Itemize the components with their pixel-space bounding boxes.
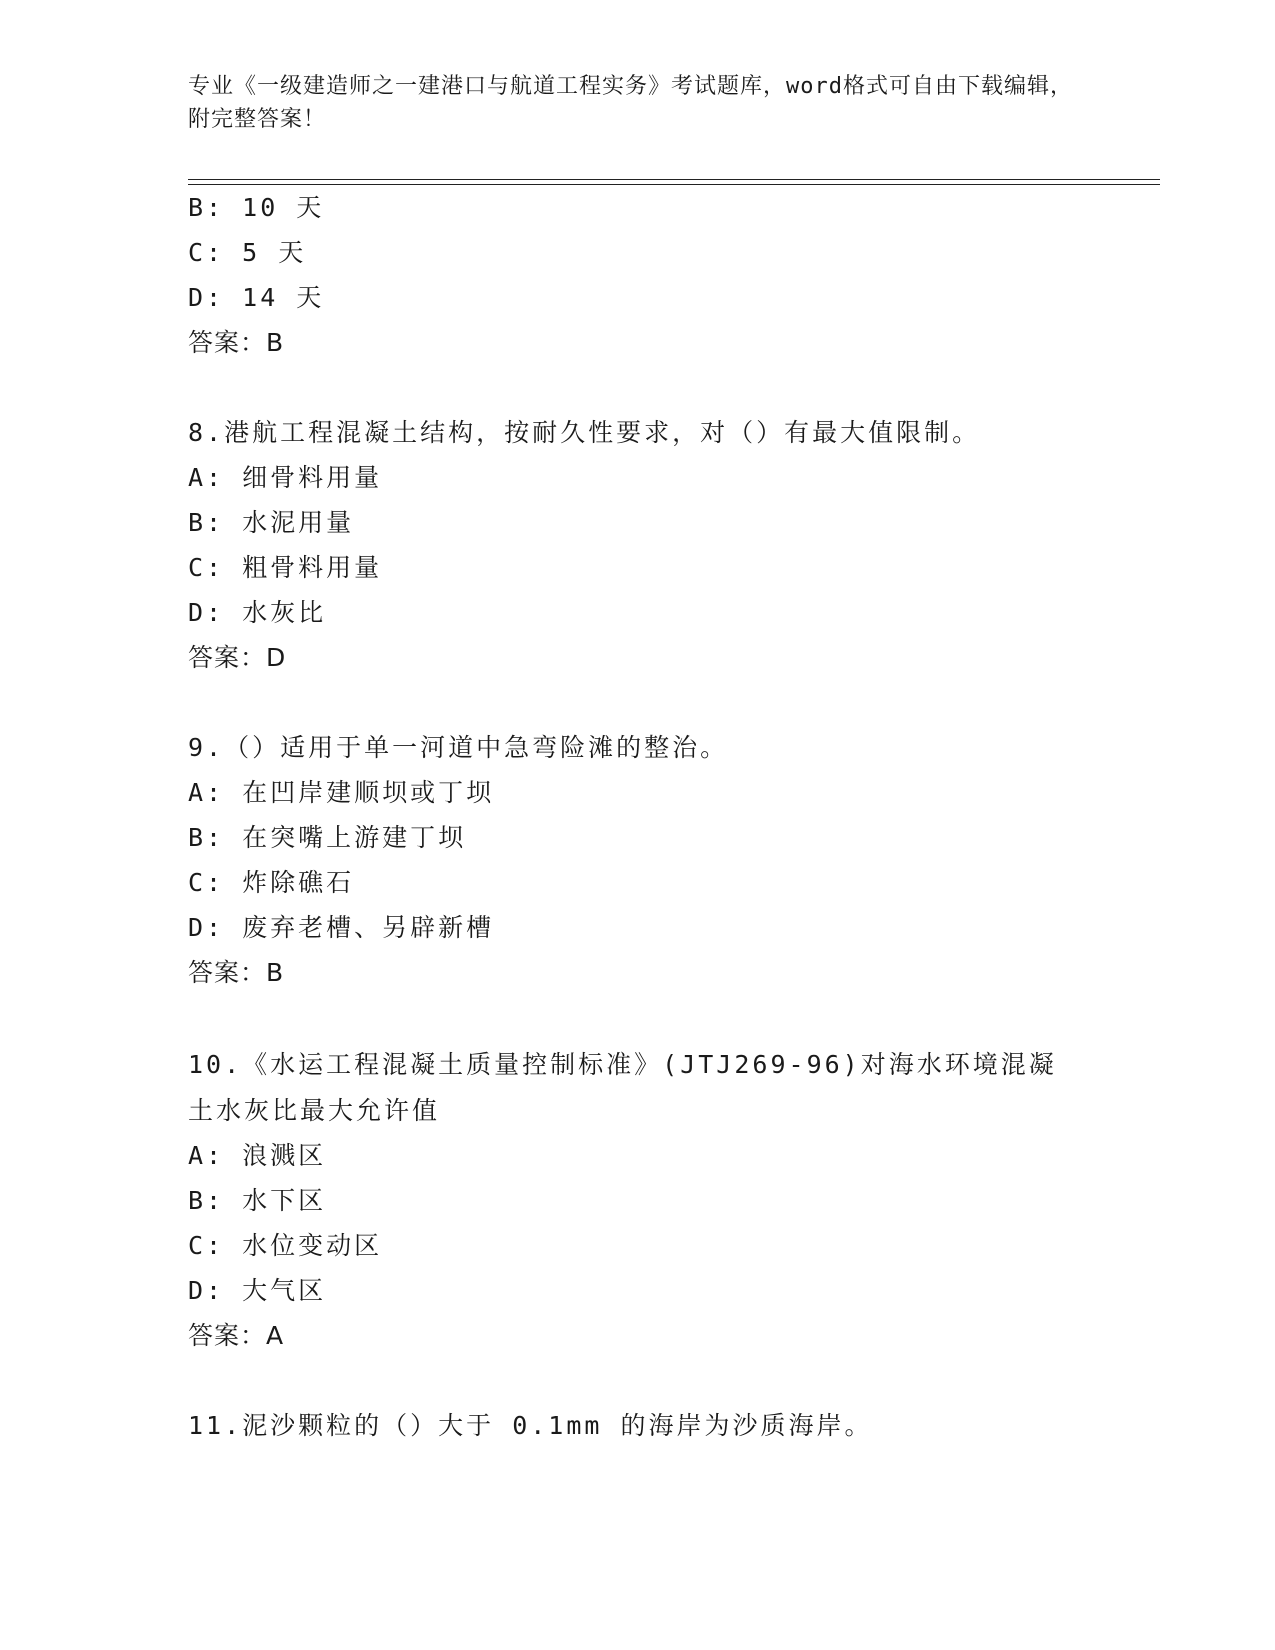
q10-option-a: A: 浪溅区 (188, 1141, 327, 1170)
q8-stem: 8.港航工程混凝土结构，按耐久性要求，对（）有最大值限制。 (188, 418, 981, 447)
q9-option-c: C: 炸除礁石 (188, 868, 355, 897)
q8-option-a: A: 细骨料用量 (188, 463, 383, 492)
q10-answer: 答案：A (188, 1321, 285, 1350)
q10-option-d: D: 大气区 (188, 1276, 327, 1305)
header-divider-top (188, 179, 1160, 180)
q8-option-b: B: 水泥用量 (188, 508, 355, 537)
q9-answer: 答案：B (188, 958, 285, 987)
q8-option-d: D: 水灰比 (188, 598, 327, 627)
q7-option-b: B: 10 天 (188, 193, 325, 222)
header-divider-bottom (188, 184, 1160, 185)
q9-option-b: B: 在突嘴上游建丁坝 (188, 823, 467, 852)
q8-option-c: C: 粗骨料用量 (188, 553, 383, 582)
q10-option-b: B: 水下区 (188, 1186, 327, 1215)
q7-answer: 答案：B (188, 328, 285, 357)
q10-stem: 10.《水运工程混凝土质量控制标准》(JTJ269-96)对海水环境混凝土水灰比最大允许值 (188, 1050, 1057, 1125)
q11-stem: 11.泥沙颗粒的（）大于 0.1mm 的海岸为沙质海岸。 (188, 1411, 873, 1440)
q9-option-d: D: 废弃老槽、另辟新槽 (188, 913, 495, 942)
q10-option-c: C: 水位变动区 (188, 1231, 383, 1260)
q9-option-a: A: 在凹岸建顺坝或丁坝 (188, 778, 495, 807)
q7-option-d: D: 14 天 (188, 283, 325, 312)
q8-answer: 答案：D (188, 643, 287, 672)
q9-stem: 9.（）适用于单一河道中急弯险滩的整治。 (188, 733, 729, 762)
document-header: 专业《一级建造师之一建港口与航道工程实务》考试题库，word格式可自由下载编辑，附完整答案！ (188, 74, 1073, 132)
q7-option-c: C: 5 天 (188, 238, 307, 267)
